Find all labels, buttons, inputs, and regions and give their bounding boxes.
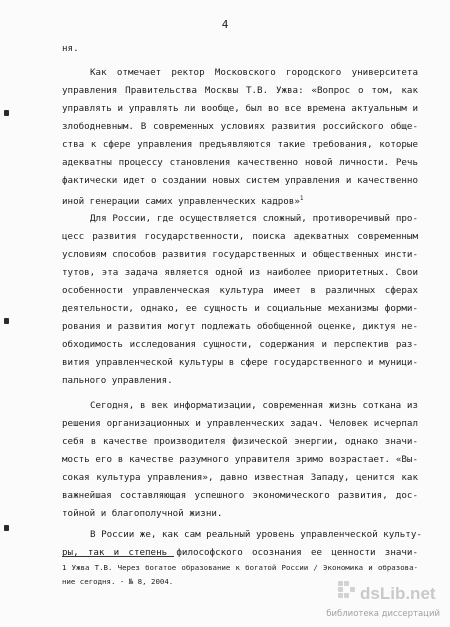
text-line: сокая культура управления», давно известная Западу, ценится как <box>62 472 418 483</box>
text-line: тутов, эта задача является одной из наиболее приоритетных. Свои <box>62 267 418 278</box>
footnote-line: 1 Ужва Т.В. Через богатое образование к богатой России / Экономика и образова- <box>62 563 418 572</box>
dslib-logo <box>336 579 440 605</box>
margin-mark <box>4 110 9 116</box>
text-line: деятельности, однако, ее сущность и социальные механизмы форми- <box>62 303 418 314</box>
text-line: мость его в качестве разумного управителя зримо возрастает. «Вы- <box>62 454 418 465</box>
text-line: Для России, где осуществляется сложный, противоречивый про- <box>90 213 418 224</box>
text-line: управления Правительства Москвы Т.В. Ужва: «Вопрос о том, как <box>62 85 418 96</box>
text-line: себя в качестве производителя физической энергии, однако значи- <box>62 436 418 447</box>
watermark-subtitle: библиотека диссертаций <box>326 609 440 619</box>
text-line: рования и развития могут подлежать обобщенной оценке, диктуя не- <box>62 321 418 332</box>
text-line: ства к сфере управления предъявляются такие требования, которые <box>62 139 418 150</box>
text-line: решения организационных и управленческих задач. Человек исчерпал <box>62 418 418 429</box>
text-line: пального управления. <box>62 375 173 386</box>
watermark-logo-text: dsLib.net <box>360 584 436 603</box>
text-line: иной генерации самих управленческих кадров» <box>62 196 300 207</box>
text-line: ры, так и степень философского осознания ее ценности значи- <box>62 547 418 558</box>
text-line: цесс развития государственности, поиска адекватных современным <box>62 231 418 242</box>
text-line-with-footnote <box>62 191 303 206</box>
footnote-reference: 1 <box>299 195 304 202</box>
text-line: условиям способов развития государственных и общественных инсти- <box>62 249 418 260</box>
text-line: управлять и управлять ли вообще, был во все времена актуальным и <box>62 103 418 114</box>
text-line: важнейшая составляющая успешного экономического развития, дос- <box>62 490 418 501</box>
text-line: фактически идет о создании новых систем управления и качественно <box>62 175 418 186</box>
margin-mark <box>4 318 9 324</box>
text-line: адекватны процессу становления качественно новой личности. Речь <box>62 157 418 168</box>
text-line: злободневным. В современных условиях развития российского обще- <box>62 121 418 132</box>
text-line: ня. <box>62 43 79 54</box>
text-line: обходимость исследования сущности, содержания и перспектив раз- <box>62 339 418 350</box>
footnote-separator <box>62 556 174 557</box>
text-line: Сегодня, в век информатизации, современная жизнь соткана из <box>90 400 418 411</box>
text-line: Как отмечает ректор Московского городского университета <box>90 67 418 78</box>
text-line: особенности управленческая культура имеет в различных сферах <box>62 285 418 296</box>
text-line: вития управленческой культуры в сфере государственного и муници- <box>62 357 418 368</box>
margin-mark <box>4 525 9 531</box>
text-line: тойной и благополучной жизни. <box>62 508 223 519</box>
page-number: 4 <box>221 18 229 31</box>
text-line: В России же, как сам реальный уровень управленческой культу- <box>90 529 422 540</box>
footnote-line: ние сегодня. - № 8, 2004. <box>62 577 174 586</box>
watermark <box>326 579 440 619</box>
